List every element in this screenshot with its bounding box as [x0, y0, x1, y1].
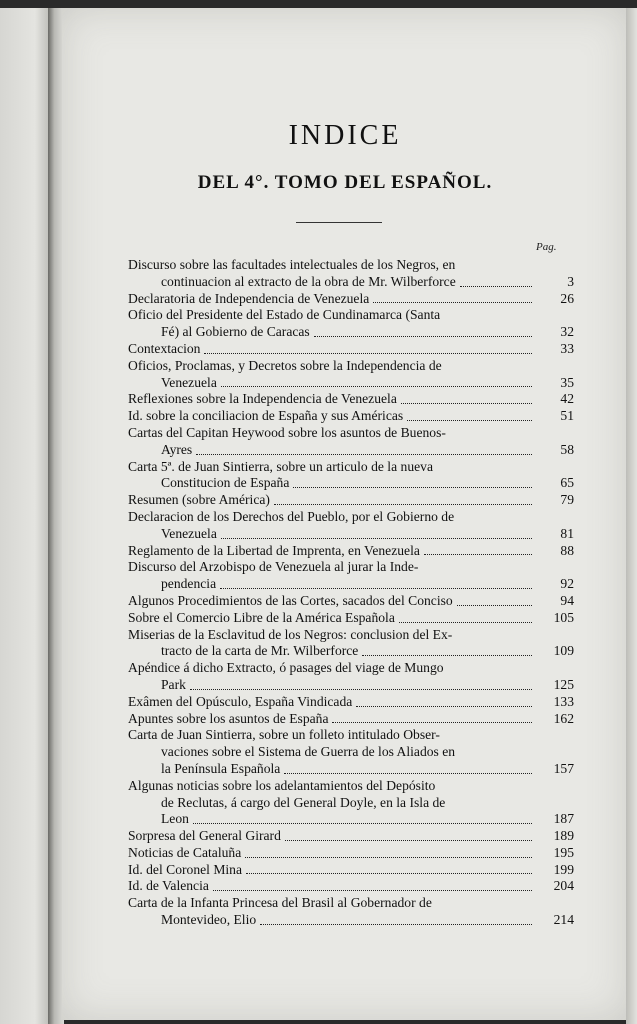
toc-page-number: 3 [567, 273, 574, 289]
toc-entry-line [128, 845, 536, 862]
toc-entry-text: Declaratoria de Independencia de Venezuela [128, 290, 370, 306]
toc-entry-line [128, 828, 536, 845]
toc-entry [128, 710, 574, 728]
toc-entry [128, 257, 574, 291]
toc-entry [128, 861, 574, 879]
toc-entry-text: Park [161, 676, 186, 692]
toc-entry-line [128, 324, 536, 341]
toc-entry-text: Oficio del Presidente del Estado de Cundinamarca (Santa [128, 307, 441, 323]
toc-entry-text: la Península Española [161, 760, 281, 776]
toc-page-number: 26 [560, 290, 574, 306]
toc-entry-line [128, 912, 536, 929]
toc-page-number: 189 [553, 828, 574, 844]
dot-leader [213, 890, 532, 891]
toc-entry-text: Apuntes sobre los asuntos de España [128, 710, 329, 726]
toc-entry [128, 542, 574, 560]
toc-page-number: 88 [560, 542, 574, 558]
toc-page-number: 105 [553, 609, 574, 625]
toc-entry-line [128, 643, 536, 660]
toc-entry-line [128, 811, 536, 828]
toc-entry-text: Id. del Coronel Mina [128, 861, 243, 877]
toc-entry [128, 492, 574, 509]
toc-entry-line [128, 711, 536, 728]
toc-entry-line [128, 526, 536, 543]
toc-entry-text: Constitucion de España [161, 475, 290, 491]
dot-leader [260, 924, 532, 925]
toc-page-number: 42 [560, 391, 574, 407]
toc-entry-line [128, 291, 536, 308]
toc-entry [128, 828, 574, 845]
dot-leader [196, 454, 532, 455]
toc-entry [128, 777, 574, 828]
toc-entry-text: continuacion al extracto de la obra de Mr. Wilberforce [161, 273, 456, 289]
dot-leader [285, 840, 532, 841]
toc-entry-line [128, 543, 536, 560]
toc-entry-line [128, 593, 536, 610]
toc-entry-text: Sorpresa del General Girard [128, 828, 281, 844]
toc-entry-line [128, 778, 536, 795]
toc-entry-text: Noticias de Cataluña [128, 844, 242, 860]
page-title: INDICE [288, 120, 402, 151]
dot-leader [293, 487, 532, 488]
toc-entry [128, 878, 574, 895]
toc-entry-line [128, 475, 536, 492]
toc-page-number: 65 [560, 475, 574, 491]
toc-page-number: 81 [560, 525, 574, 541]
toc-entry [128, 424, 574, 459]
toc-entry [128, 307, 574, 341]
toc-page-number: 133 [553, 693, 574, 709]
toc-entry-text: Declaracion de los Derechos del Pueblo, por el Gobierno de [128, 508, 455, 524]
dot-leader [190, 689, 532, 690]
toc-entry-text: Id. de Valencia [128, 878, 209, 894]
toc-page-number: 94 [560, 592, 574, 608]
toc-page-number: 195 [553, 844, 574, 860]
index-page [62, 8, 628, 1020]
title-rule [296, 222, 382, 223]
dot-leader [193, 823, 532, 824]
toc-entry [128, 340, 574, 358]
toc-page-number: 162 [553, 710, 574, 726]
toc-entry-text: Venezuela [161, 525, 217, 541]
toc-entry [128, 357, 574, 392]
dot-leader [424, 554, 532, 555]
dot-leader [401, 403, 532, 404]
toc-entry [128, 895, 574, 929]
toc-entry-line [128, 425, 536, 442]
dot-leader [245, 857, 532, 858]
toc-entry [128, 609, 574, 627]
toc-entry-text: Resumen (sobre América) [128, 492, 270, 508]
toc-entry-line [128, 459, 536, 476]
toc-entry-text: Exâmen del Opúsculo, España Vindicada [128, 693, 353, 709]
toc-page-number: 187 [553, 811, 574, 827]
dot-leader [221, 538, 532, 539]
toc-entry-text: Reglamento de la Libertad de Imprenta, en Venezuela [128, 542, 420, 558]
toc-entry-line [128, 761, 536, 778]
dot-leader [246, 873, 532, 874]
dot-leader [362, 655, 532, 656]
toc-entry-line [128, 694, 536, 711]
toc-entry-line [128, 509, 536, 526]
toc-entry [128, 727, 574, 777]
dot-leader [457, 605, 532, 606]
toc-page-number: 214 [553, 912, 574, 928]
dot-leader [460, 286, 532, 287]
toc-entry [128, 626, 574, 661]
toc-entry-line [128, 627, 536, 644]
page-subtitle: DEL 4°. TOMO DEL ESPAÑOL. [197, 172, 493, 193]
toc-entry-text: Carta de Juan Sintierra, sobre un folleto intitulado Obser- [128, 727, 440, 743]
toc-entry-text: Fé) al Gobierno de Caracas [161, 324, 310, 340]
toc-entry [128, 844, 574, 862]
pag-label: Pag. [536, 241, 557, 253]
toc-entry-line [128, 744, 536, 761]
dot-leader [204, 353, 532, 354]
toc-page-number: 109 [553, 643, 574, 659]
toc-entry-line [128, 795, 536, 812]
toc-page-number: 79 [560, 492, 574, 508]
dot-leader [332, 722, 532, 723]
toc-page-number: 32 [560, 324, 574, 340]
toc-entry-line [128, 442, 536, 459]
toc-entry-text: Miserias de la Esclavitud de los Negros: conclusion del Ex- [128, 626, 453, 642]
table-of-contents [128, 257, 574, 929]
toc-entry-text: Discurso sobre las facultades intelectuales de los Negros, en [128, 257, 456, 272]
toc-entry-text: Algunos Procedimientos de las Cortes, sacados del Conciso [128, 592, 453, 608]
toc-entry-line [128, 862, 536, 879]
toc-entry-text: de Reclutas, á cargo del General Doyle, en la Isla de [161, 794, 446, 810]
toc-entry-text: Sobre el Comercio Libre de la América Española [128, 609, 395, 625]
toc-entry-line [128, 307, 536, 324]
toc-entry-line [128, 878, 536, 895]
toc-entry [128, 391, 574, 408]
toc-entry-line [128, 660, 536, 677]
dot-leader [314, 336, 532, 337]
toc-entry-line [128, 559, 536, 576]
toc-entry-line [128, 895, 536, 912]
toc-entry-text: Id. sobre la conciliacion de España y sus Américas [128, 408, 404, 424]
dot-leader [284, 773, 532, 774]
toc-entry-text: Contextacion [128, 340, 201, 356]
toc-entry [128, 660, 574, 694]
toc-entry [128, 559, 574, 593]
toc-entry-line [128, 677, 536, 694]
toc-page-number: 33 [560, 340, 574, 356]
toc-page-number: 58 [560, 441, 574, 457]
dot-leader [220, 588, 532, 589]
toc-entry-text: tracto de la carta de Mr. Wilberforce [161, 643, 359, 659]
toc-page-number: 199 [553, 861, 574, 877]
dot-leader [399, 622, 532, 623]
toc-entry-text: Montevideo, Elio [161, 912, 257, 928]
toc-entry-line [128, 375, 536, 392]
toc-entry-line [128, 341, 536, 358]
toc-entry-text: Leon [161, 811, 189, 827]
toc-entry-text: vaciones sobre el Sistema de Guerra de los Aliados en [161, 744, 456, 760]
toc-page-number: 51 [560, 408, 574, 424]
toc-entry-text: Algunas noticias sobre los adelantamientos del Depósito [128, 777, 436, 793]
toc-page-number: 157 [553, 760, 574, 776]
toc-entry-line [128, 257, 536, 274]
toc-entry-line [128, 727, 536, 744]
toc-entry-text: Oficios, Proclamas, y Decretos sobre la Independencia de [128, 357, 442, 373]
toc-entry-line [128, 391, 536, 408]
toc-entry-text: Ayres [161, 441, 193, 457]
dot-leader [221, 386, 532, 387]
toc-entry [128, 592, 574, 610]
dot-leader [373, 302, 532, 303]
toc-entry-line [128, 576, 536, 593]
toc-entry-text: Apéndice á dicho Extracto, ó pasages del viage de Mungo [128, 660, 444, 676]
toc-page-number: 125 [553, 676, 574, 692]
toc-entry [128, 458, 574, 493]
toc-entry [128, 290, 574, 308]
toc-entry-line [128, 408, 536, 425]
toc-entry-text: Discurso del Arzobispo de Venezuela al jurar la Inde- [128, 559, 419, 575]
toc-entry-line [128, 274, 536, 291]
toc-entry-text: Carta 5ª. de Juan Sintierra, sobre un articulo de la nueva [128, 458, 433, 474]
toc-entry-text: Cartas del Capitan Heywood sobre los asuntos de Buenos- [128, 424, 446, 440]
toc-entry-line [128, 610, 536, 627]
toc-entry-text: Carta de la Infanta Princesa del Brasil al Gobernador de [128, 895, 432, 911]
dot-leader [274, 504, 532, 505]
toc-entry-text: Venezuela [161, 374, 217, 390]
dot-leader [407, 420, 532, 421]
toc-page-number: 92 [560, 576, 574, 592]
dot-leader [356, 706, 532, 707]
toc-entry-line [128, 492, 536, 509]
toc-page-number: 204 [553, 878, 574, 894]
toc-entry-text: Reflexiones sobre la Independencia de Venezuela [128, 391, 397, 407]
toc-entry [128, 408, 574, 425]
right-page-edge [626, 8, 637, 1024]
toc-entry-text: pendencia [161, 576, 217, 592]
toc-entry [128, 693, 574, 711]
toc-entry [128, 508, 574, 543]
toc-entry-line [128, 358, 536, 375]
toc-page-number: 35 [560, 374, 574, 390]
left-page-edge [0, 8, 50, 1024]
